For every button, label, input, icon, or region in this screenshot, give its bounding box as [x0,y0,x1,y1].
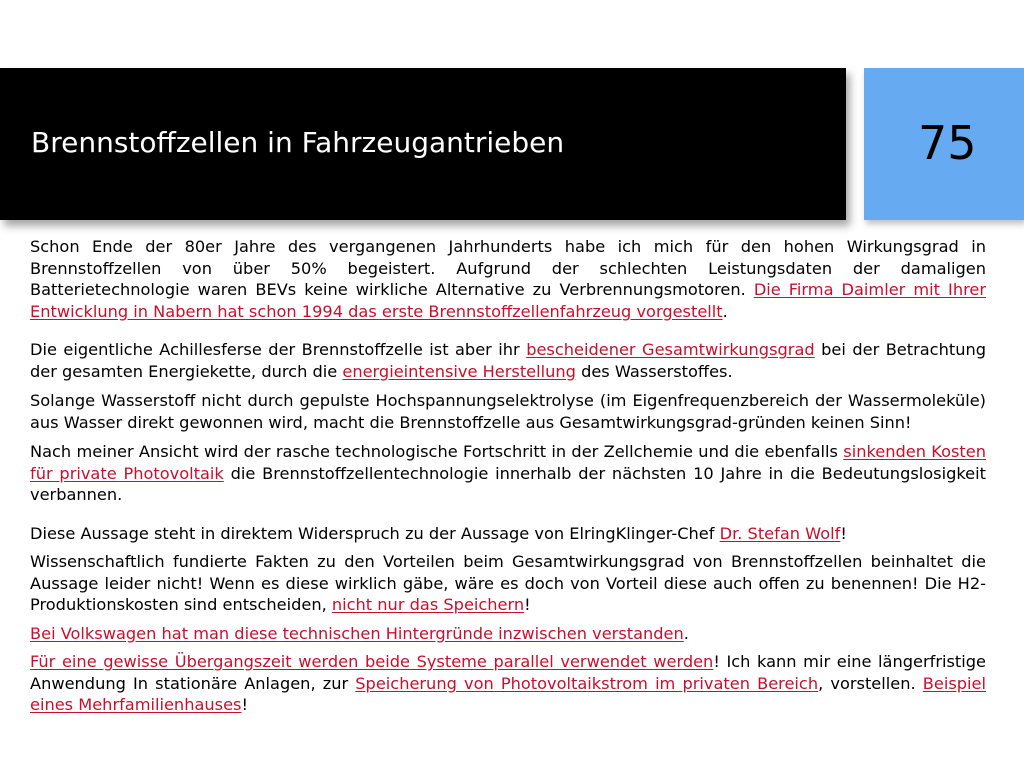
link-energieintensive-herstellung[interactable]: energieintensive Herstellung [342,361,576,381]
paragraph-text: Wissenschaftlich fundierte Fakten zu den Vorteilen beim Gesamtwirkungsgrad von Brennstoffzellen beinhaltet die Aussage leider nicht! Wenn es diese wirklich gäbe, wäre es doch von Vorteil diese auch offen zu benennen! Die H2-Produktionskosten sind entscheiden, [30,552,986,614]
link-nicht-nur-speichern[interactable]: nicht nur das Speichern [331,595,525,614]
paragraph-text: Nach meiner Ansicht wird der rasche technologische Fortschritt in der Zellchemie und die ebenfalls [30,442,844,461]
link-uebergangszeit[interactable]: Für eine gewisse Übergangszeit werden beide Systeme parallel verwendet werden [30,652,714,671]
paragraph-4 [30,441,986,506]
paragraph-text: Die eigentliche Achillesferse der Brennstoffzelle ist aber ihr [30,340,527,359]
link-daimler-nabern[interactable]: Die Firma Daimler mit Ihrer Entwicklung in Nabern hat schon 1994 das erste Brennstoffzellenfahrzeug vorgestellt [30,280,987,321]
slide-title: Brennstoffzellen in Fahrzeugantrieben [31,126,565,159]
paragraph-8 [30,651,986,716]
link-gesamtwirkungsgrad[interactable]: bescheidener Gesamtwirkungsgrad [526,340,815,359]
paragraph-text: Solange Wasserstoff nicht durch gepulste Hochspannungselektrolyse (im Eigenfrequenzbereich der Wassermoleküle) aus Wasser direkt gewonnen wird, macht die Brennstoffzelle aus Gesamtwirkungsgrad-gründen keinen Sinn! [30,391,986,432]
paragraph-text: bei der Betrachtung der gesamten Energiekette, durch die [30,340,986,381]
link-stefan-wolf[interactable]: Dr. Stefan Wolf [719,523,841,543]
paragraph-text: ! [524,595,531,614]
paragraph-3 [30,390,986,433]
paragraph-text: . [683,623,689,643]
link-volkswagen[interactable]: Bei Volkswagen hat man diese technischen Hintergründe inzwischen verstanden [30,623,684,643]
paragraph-text: Diese Aussage steht in direktem Widerspruch zu der Aussage von ElringKlinger-Chef [30,523,720,543]
slide-body [30,236,986,716]
paragraph-text: die Brennstoffzellentechnologie innerhalb der nächsten 10 Jahre in die Bedeutungslosigkeit verbannen. [30,463,986,504]
paragraph-2 [30,339,986,382]
paragraph-text: ! [241,695,248,714]
paragraph-text: ! [840,523,847,543]
paragraph-text: Schon Ende der 80er Jahre des vergangenen Jahrhunderts habe ich mich für den hohen Wirkungsgrad in Brennstoffzellen von über 50% begeistert. Aufgrund der schlechten Leistungsdaten der damaligen Batterietechnologie waren BEVs keine wirkliche Alternative zu Verbrennungsmotoren. [30,237,986,299]
paragraph-1 [30,236,986,322]
link-mehrfamilienhaus[interactable]: Beispiel eines Mehrfamilienhauses [30,673,986,714]
paragraph-7 [30,623,986,645]
paragraph-text: , vorstellen. [818,673,923,693]
link-speicherung-photovoltaikstrom[interactable]: Speicherung von Photovoltaikstrom im privaten Bereich [355,673,819,693]
paragraph-text: ! Ich kann mir eine längerfristige Anwendung In stationäre Anlagen, zur [30,652,986,693]
paragraph-5 [30,523,986,545]
page-number: 75 [918,116,977,170]
paragraph-6 [30,551,986,616]
paragraph-text: des Wasserstoffes. [575,361,733,381]
link-photovoltaik-kosten[interactable]: sinkenden Kosten für private Photovoltaik [30,442,986,483]
paragraph-text: . [722,301,728,321]
